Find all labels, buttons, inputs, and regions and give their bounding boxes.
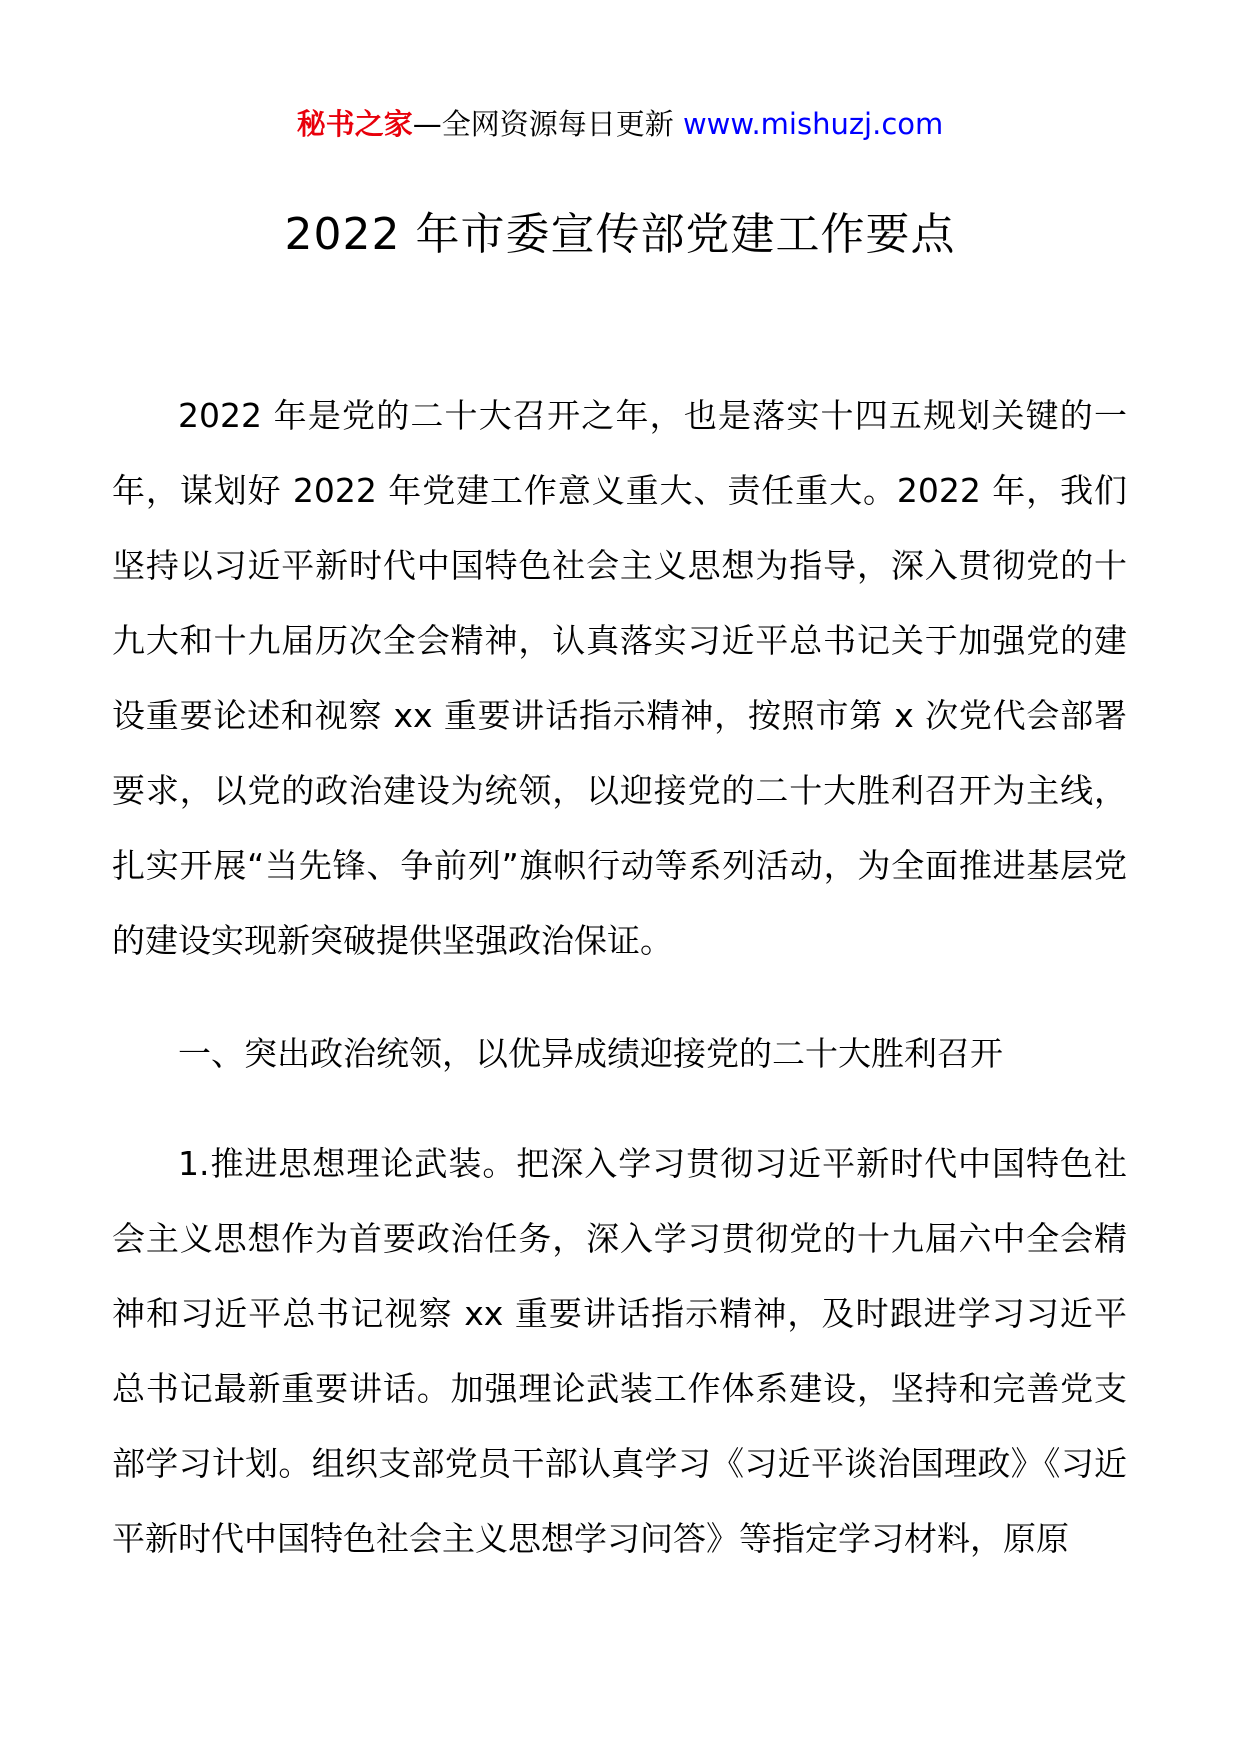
document-title: 2022 年市委宣传部党建工作要点 bbox=[284, 209, 956, 260]
section-heading: 一、突出政治统领，以优异成绩迎接党的二十大胜利召开 bbox=[178, 1034, 1003, 1073]
site-url-link[interactable]: www.mishuzj.com bbox=[682, 107, 944, 141]
intro-paragraph: 2022 年是党的二十大召开之年，也是落实十四五规划关键的一年，谋划好 2022 年党建工作意义重大、责任重大。2022 年，我们坚持以习近平新时代中国特色社会主义思想为指导，深入贯彻党的十九大和十九届历次全会精神，认真落实习近平总书记关于加强党的建设重要论述和视察 xx 重要讲话指示精神，按照市第 x 次党代会部署要求，以党的政治建设为统领，以迎接党的二十大胜利召开为主线，扎实开展“当先锋、争前列”旗帜行动等系列活动，为全面推进基层党的建设实现新突破提供坚强政治保证。 bbox=[112, 396, 1127, 960]
item-paragraph: 1.推进思想理论武装。把深入学习贯彻习近平新时代中国特色社会主义思想作为首要政治任务，深入学习贯彻党的十九届六中全会精神和习近平总书记视察 xx 重要讲话指示精神，及时跟进学习习近平总书记最新重要讲话。加强理论武装工作体系建设，坚持和完善党支部学习计划。组织支部党员干部认真学习《习近平谈治国理政》《习近平新时代中国特色社会主义思想学习问答》等指定学习材料，原原 bbox=[112, 1144, 1127, 1558]
document-body bbox=[112, 378, 1127, 1576]
header-tagline: —全网资源每日更新 bbox=[412, 107, 683, 141]
brand-name: 秘书之家 bbox=[296, 107, 413, 141]
site-header bbox=[0, 104, 1240, 144]
